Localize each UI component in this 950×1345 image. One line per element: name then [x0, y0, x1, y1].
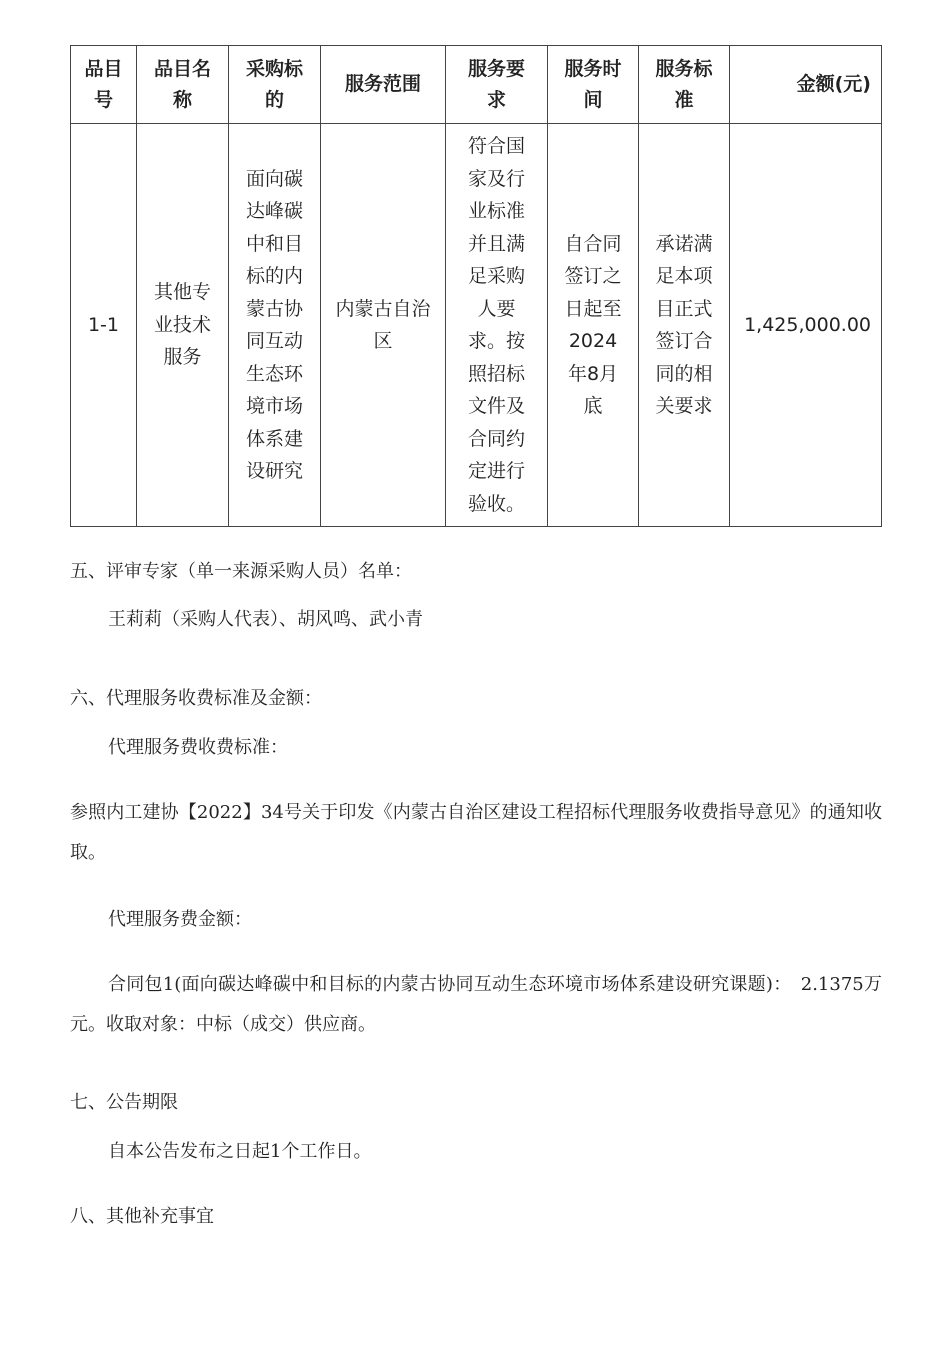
- cell-item-name: 其他专 业技术 服务: [137, 124, 229, 527]
- fee-standard-text: 参照内工建协【2022】34号关于印发《内蒙古自治区建设工程招标代理服务收费指导意见》的通知收取。: [70, 802, 882, 863]
- cell-standard: 承诺满 足本项 目正式 签订合 同的相 关要求: [639, 124, 730, 527]
- cell-time: 自合同 签订之 日起至 2024 年8月 底: [548, 124, 639, 527]
- header-time: 服务时 间: [548, 46, 639, 124]
- cell-requirements: 符合国 家及行 业标准 并且满 足采购 人要 求。按 照招标 文件及 合同约 定进行 验收。: [446, 124, 548, 527]
- section-8-heading: 八、其他补充事宜: [70, 1206, 214, 1227]
- fee-standard-label: 代理服务费收费标准：: [108, 737, 288, 758]
- cell-scope: 内蒙古自治 区: [321, 124, 446, 527]
- table-row: [71, 124, 882, 527]
- header-standard: 服务标 准: [639, 46, 730, 124]
- fee-amount-label: 代理服务费金额：: [108, 909, 252, 930]
- header-requirements: 服务要 求: [446, 46, 548, 124]
- section-5-body: 王莉莉（采购人代表）、胡风鸣、武小青: [108, 609, 423, 630]
- cell-item-no: 1-1: [71, 124, 137, 527]
- header-scope: 服务范围: [321, 46, 446, 124]
- cell-amount: 1,425,000.00: [730, 124, 882, 527]
- section-7-heading: 七、公告期限: [70, 1092, 178, 1113]
- table-header-row: [71, 46, 882, 124]
- header-item-name: 品目名 称: [137, 46, 229, 124]
- section-7-body: 自本公告发布之日起1个工作日。: [108, 1141, 372, 1162]
- section-5-heading: 五、评审专家（单一来源采购人员）名单：: [70, 561, 412, 582]
- header-subject: 采购标 的: [229, 46, 321, 124]
- section-6-heading: 六、代理服务收费标准及金额：: [70, 688, 322, 709]
- header-item-no: 品目 号: [71, 46, 137, 124]
- procurement-table: [70, 45, 882, 527]
- fee-amount-text: 合同包1(面向碳达峰碳中和目标的内蒙古协同互动生态环境市场体系建设研究课题)： 2.1375万元。收取对象：中标（成交）供应商。: [70, 974, 882, 1035]
- header-amount: 金额(元): [730, 46, 882, 124]
- cell-subject: 面向碳 达峰碳 中和目 标的内 蒙古协 同互动 生态环 境市场 体系建 设研究: [229, 124, 321, 527]
